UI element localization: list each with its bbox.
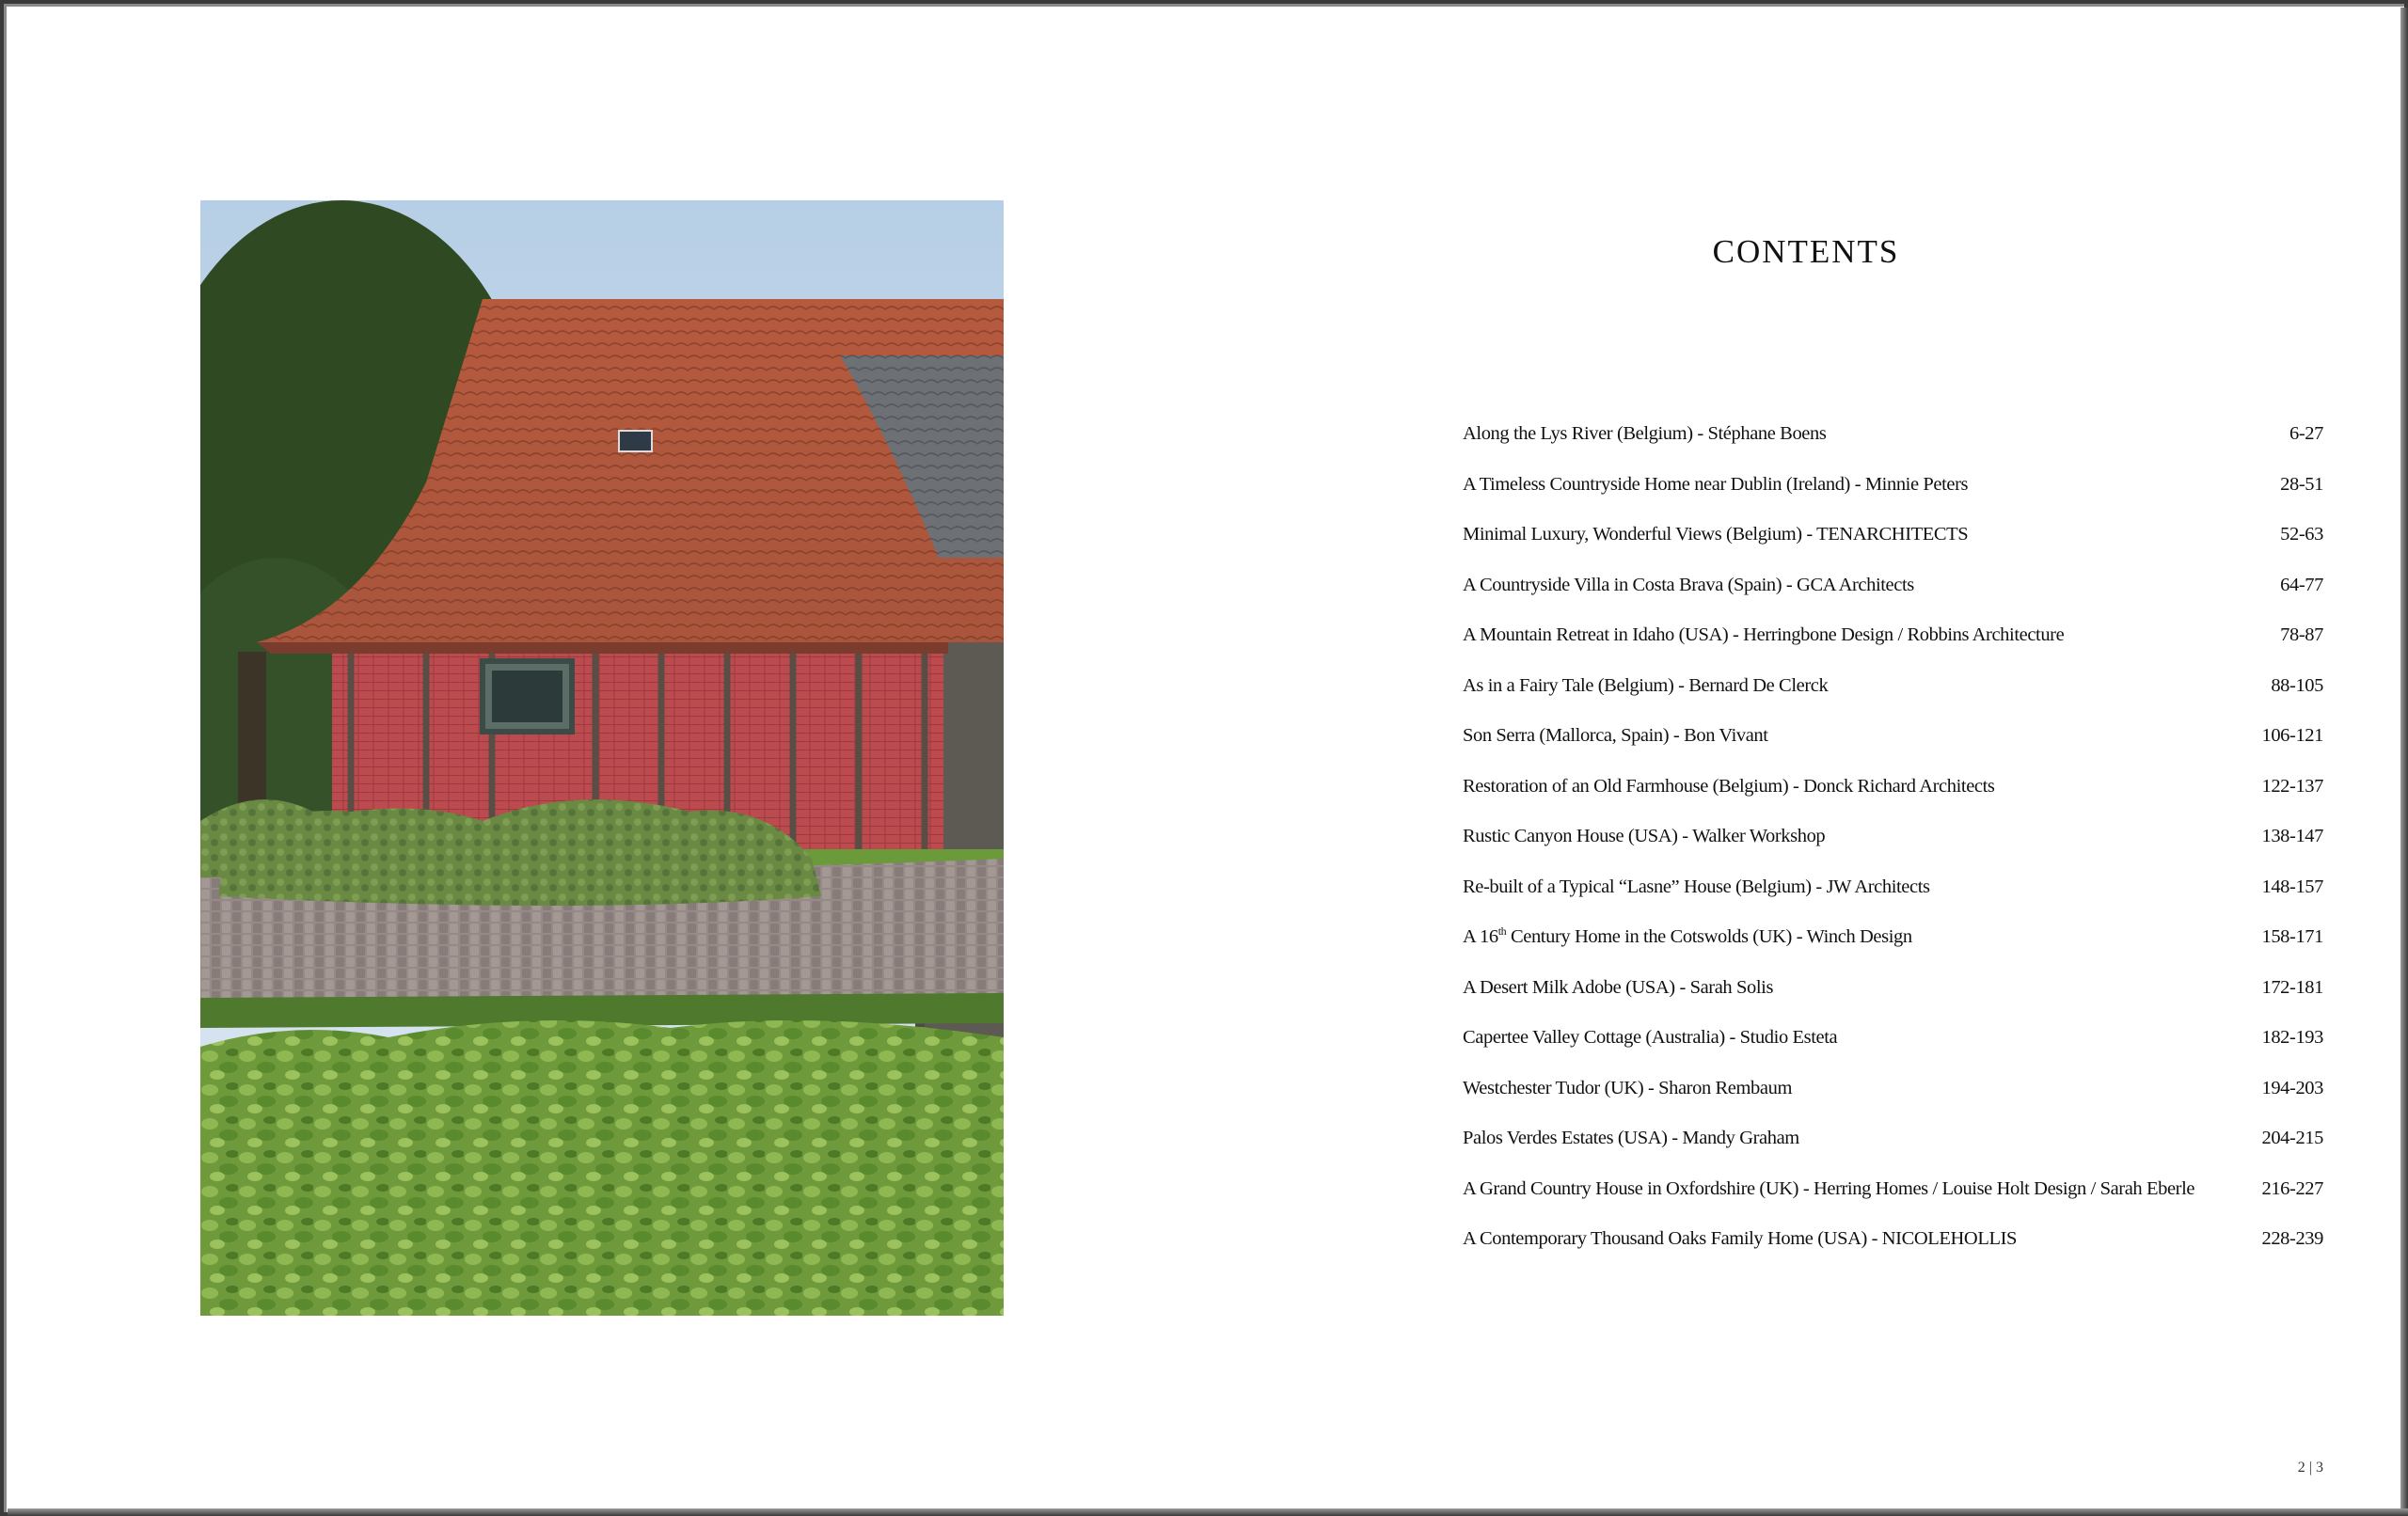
toc-entry-pages: 194-203 — [2261, 1077, 2323, 1098]
toc-entry-pages: 182-193 — [2261, 1027, 2323, 1048]
toc-row — [1463, 977, 2323, 1028]
page-shadow-bottom — [8, 1508, 2408, 1516]
toc-entry-title: Capertee Valley Cottage (Australia) - Studio Esteta — [1463, 1027, 1838, 1048]
toc-entry-pages: 52-63 — [2280, 524, 2323, 545]
toc-entry-pages: 158-171 — [2261, 926, 2323, 947]
toc-entry-title: Rustic Canyon House (USA) - Walker Workshop — [1463, 826, 1826, 846]
toc-entry-pages: 172-181 — [2261, 976, 2323, 998]
toc-entry-pages: 88-105 — [2271, 674, 2323, 696]
toc-entry-title: Palos Verdes Estates (USA) - Mandy Graham — [1463, 1128, 1799, 1148]
toc-entry-pages: 28-51 — [2280, 473, 2323, 495]
toc-entry-title: A Desert Milk Adobe (USA) - Sarah Solis — [1463, 976, 1774, 998]
toc-entry-title: A Timeless Countryside Home near Dublin (Ireland) - Minnie Peters — [1463, 473, 1969, 495]
contents-list — [1463, 423, 2323, 1279]
toc-row — [1463, 423, 2323, 474]
toc-row — [1463, 624, 2323, 675]
toc-row — [1463, 926, 2323, 977]
toc-entry-title: A 16th Century Home in the Cotswolds (UK) - Winch Design — [1463, 924, 1912, 947]
toc-row — [1463, 1078, 2323, 1129]
toc-entry-pages: 148-157 — [2261, 876, 2323, 897]
toc-row — [1463, 575, 2323, 625]
toc-entry-pages: 204-215 — [2261, 1128, 2323, 1148]
toc-entry-pages: 228-239 — [2261, 1228, 2323, 1249]
toc-entry-pages: 216-227 — [2261, 1177, 2323, 1199]
barn-photo — [200, 200, 1004, 1316]
toc-entry-title: Restoration of an Old Farmhouse (Belgium) - Donck Richard Architects — [1463, 775, 1995, 797]
toc-row — [1463, 776, 2323, 827]
toc-row — [1463, 474, 2323, 525]
toc-entry-pages: 106-121 — [2261, 725, 2323, 746]
toc-row — [1463, 725, 2323, 776]
toc-entry-pages: 122-137 — [2261, 775, 2323, 797]
toc-row — [1463, 1027, 2323, 1078]
toc-row — [1463, 1228, 2323, 1279]
toc-row — [1463, 876, 2323, 927]
toc-entry-title: A Contemporary Thousand Oaks Family Home (USA) - NICOLEHOLLIS — [1463, 1228, 2018, 1249]
toc-entry-title: Minimal Luxury, Wonderful Views (Belgium) - TENARCHITECTS — [1463, 524, 1969, 545]
toc-row — [1463, 1128, 2323, 1178]
toc-entry-title: Son Serra (Mallorca, Spain) - Bon Vivant — [1463, 725, 1768, 746]
toc-entry-pages: 138-147 — [2261, 826, 2323, 846]
page-numbers: 2 | 3 — [2297, 1460, 2323, 1476]
toc-entry-title: A Countryside Villa in Costa Brava (Spain) - GCA Architects — [1463, 574, 1914, 595]
page-shadow-right — [2400, 8, 2408, 1516]
toc-entry-title: As in a Fairy Tale (Belgium) - Bernard De Clerck — [1463, 674, 1829, 696]
toc-entry-title: Westchester Tudor (UK) - Sharon Rembaum — [1463, 1077, 1792, 1098]
toc-entry-title: A Grand Country House in Oxfordshire (UK) - Herring Homes / Louise Holt Design / Sarah Eberle — [1463, 1177, 2195, 1199]
toc-entry-title: Re-built of a Typical “Lasne” House (Belgium) - JW Architects — [1463, 876, 1930, 897]
toc-row — [1463, 675, 2323, 726]
toc-row — [1463, 1178, 2323, 1229]
page-title: CONTENTS — [1712, 233, 1900, 270]
toc-entry-pages: 78-87 — [2280, 624, 2323, 645]
toc-entry-pages: 6-27 — [2289, 423, 2323, 444]
toc-row — [1463, 524, 2323, 575]
toc-row — [1463, 826, 2323, 876]
toc-entry-title: A Mountain Retreat in Idaho (USA) - Herringbone Design / Robbins Architecture — [1463, 624, 2065, 645]
toc-entry-pages: 64-77 — [2280, 574, 2323, 595]
toc-entry-title: Along the Lys River (Belgium) - Stéphane Boens — [1463, 423, 1827, 444]
